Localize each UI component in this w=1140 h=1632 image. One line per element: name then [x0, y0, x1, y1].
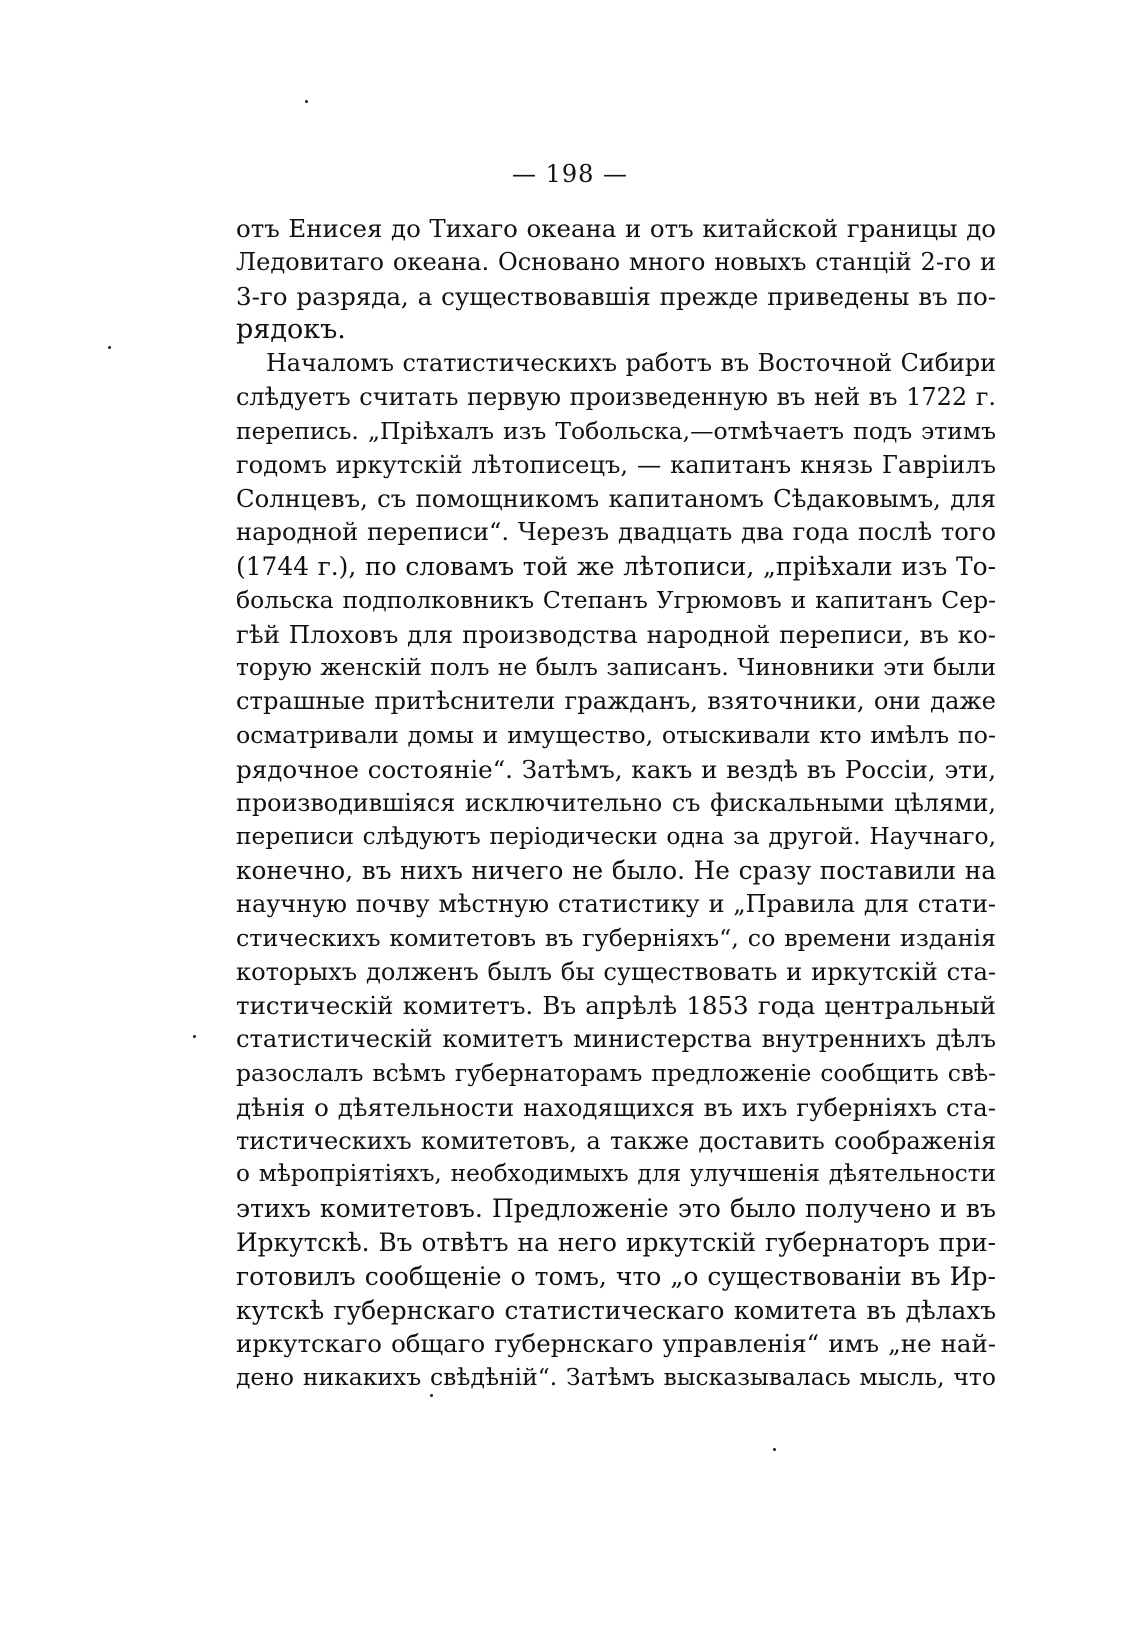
- text-line: рядочное состояніе“. Затѣмъ, какъ и вездѣ въ Россіи, эти,: [236, 754, 996, 784]
- text-line: перепись. „Пріѣхалъ изъ Тобольска,—отмѣчаетъ подъ этимъ: [236, 416, 996, 445]
- text-line: Иркутскѣ. Въ отвѣтъ на него иркутскій губернаторъ при-: [236, 1227, 996, 1257]
- scan-speck: [108, 346, 111, 349]
- scan-speck: [430, 1394, 433, 1397]
- text-line: производившіяся исключительно съ фискальными цѣлями,: [236, 788, 996, 817]
- text-line: гѣй Плоховъ для производства народной переписи, въ ко-: [236, 619, 996, 649]
- text-line: Началомъ статистическихъ работъ въ Восточной Сибири: [266, 349, 996, 378]
- text-line: рядокъ.: [236, 314, 346, 346]
- text-line: народной переписи“. Черезъ двадцать два года послѣ того: [236, 518, 996, 547]
- text-line: слѣдуетъ считать первую произведенную въ ней въ 1722 г.: [236, 382, 996, 411]
- text-line: отъ Енисея до Тихаго океана и отъ китайской границы до: [236, 214, 996, 243]
- body-text: [236, 212, 996, 1395]
- text-line: разослалъ всѣмъ губернаторамъ предложеніе сообщить свѣ-: [236, 1058, 996, 1087]
- text-line: 3-го разряда, а существовавшія прежде приведены въ по-: [236, 281, 996, 311]
- text-line: тистическій комитетъ. Въ апрѣлѣ 1853 года центральный: [236, 991, 996, 1021]
- text-line: страшные притѣснители гражданъ, взяточники, они даже: [236, 687, 996, 716]
- scan-speck: [305, 100, 308, 103]
- text-line: статистическій комитетъ министерства внутреннихъ дѣлъ: [236, 1025, 996, 1054]
- text-line: готовилъ сообщеніе о томъ, что „о существованіи въ Ир-: [236, 1261, 996, 1291]
- text-line: дено никакихъ свѣдѣній“. Затѣмъ высказывалась мысль, что: [236, 1363, 996, 1392]
- text-line: Ледовитаго океана. Основано много новыхъ станцій 2-го и: [236, 247, 996, 276]
- text-line: научную почву мѣстную статистику и „Правила для стати-: [236, 889, 996, 918]
- text-line: конечно, въ нихъ ничего не было. Не сразу поставили на: [236, 856, 996, 886]
- text-line: (1744 г.), по словамъ той же лѣтописи, „пріѣхали изъ То-: [236, 551, 996, 581]
- scan-speck: [193, 1035, 196, 1038]
- text-line: о мѣропріятіяхъ, необходимыхъ для улучшенія дѣятельности: [236, 1161, 996, 1188]
- text-line: торую женскій полъ не былъ записанъ. Чиновники эти были: [236, 654, 996, 682]
- text-line: кутскѣ губернскаго статистическаго комитета въ дѣлахъ: [236, 1295, 996, 1325]
- scan-speck: [773, 1448, 776, 1451]
- text-line: годомъ иркутскій лѣтописецъ, — капитанъ князь Гавріилъ: [236, 450, 996, 479]
- text-line: переписи слѣдуютъ періодически одна за другой. Научнаго,: [236, 822, 996, 851]
- text-line: этихъ комитетовъ. Предложеніе это было получено и въ: [236, 1194, 996, 1224]
- text-line: стическихъ комитетовъ въ губерніяхъ“, со времени изданія: [236, 923, 996, 952]
- text-line: дѣнія о дѣятельности находящихся въ ихъ губерніяхъ ста-: [236, 1092, 996, 1122]
- page-number: — 198 —: [511, 160, 629, 188]
- text-line: Солнцевъ, съ помощникомъ капитаномъ Сѣдаковымъ, для: [236, 484, 996, 514]
- text-line: осматривали домы и имущество, отыскивали кто имѣлъ по-: [236, 720, 996, 749]
- text-line: больска подполковникъ Степанъ Угрюмовъ и капитанъ Сер-: [236, 585, 996, 614]
- text-line: которыхъ долженъ былъ бы существовать и иркутскій ста-: [236, 957, 996, 986]
- text-line: тистическихъ комитетовъ, а также доставить соображенія: [236, 1126, 996, 1155]
- text-line: иркутскаго общаго губернскаго управленія“ имъ „не най-: [236, 1329, 996, 1359]
